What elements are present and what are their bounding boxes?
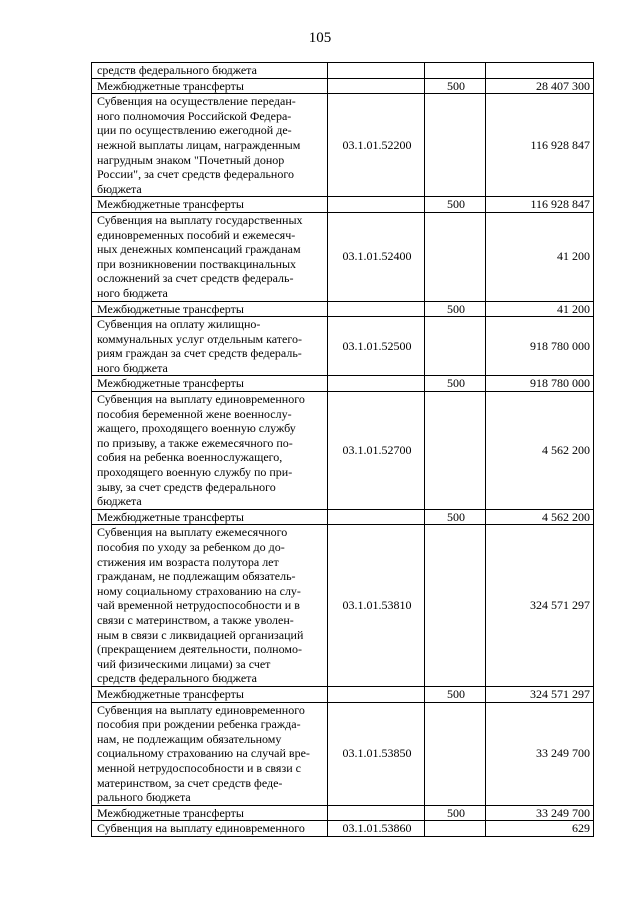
row-code-cell [328, 78, 425, 94]
row-name-line: бюджета [97, 181, 142, 196]
row-code-cell [328, 686, 425, 702]
row-name-line: России", за счет средств федерального [97, 167, 294, 182]
row-sum-cell: 28 407 300 [486, 78, 594, 94]
row-code-cell: 03.1.01.52200 [328, 94, 425, 197]
row-type-cell [425, 702, 486, 805]
row-name-line: менной нетрудоспособности и в связи с [97, 760, 301, 775]
row-name-line: осложнений за счет средств федераль- [97, 271, 294, 286]
row-name-cell [92, 805, 328, 821]
table-row [92, 94, 594, 197]
row-name-line: Межбюджетные трансферты [97, 376, 244, 391]
row-type-cell: 500 [425, 78, 486, 94]
row-type-cell [425, 392, 486, 510]
row-code-cell [328, 376, 425, 392]
row-code-cell [328, 509, 425, 525]
table-row [92, 702, 594, 805]
row-name-line: Межбюджетные трансферты [97, 197, 244, 212]
table-row [92, 376, 594, 392]
row-name-line: средств федерального бюджета [97, 671, 257, 686]
row-name-cell [92, 94, 328, 197]
row-name-cell [92, 197, 328, 213]
row-code-cell [328, 301, 425, 317]
row-name-line: Субвенция на выплату ежемесячного [97, 525, 288, 540]
table-row [92, 212, 594, 301]
row-name-line: Субвенция на выплату государственных [97, 212, 303, 227]
row-name-line: Межбюджетные трансферты [97, 686, 244, 701]
row-name-cell [92, 63, 328, 79]
row-sum-cell: 4 562 200 [486, 392, 594, 510]
row-name-line: материнством, за счет средств феде- [97, 775, 283, 790]
row-name-line: при возникновении поствакцинальных [97, 256, 297, 271]
row-sum-cell: 918 780 000 [486, 317, 594, 376]
row-code-cell: 03.1.01.53850 [328, 702, 425, 805]
row-sum-cell: 324 571 297 [486, 525, 594, 687]
row-name-line: Межбюджетные трансферты [97, 301, 244, 316]
row-name-line: ным в связи с ликвидацией организаций [97, 627, 304, 642]
table-row [92, 509, 594, 525]
row-name-line: ного бюджета [97, 360, 168, 375]
table-row [92, 317, 594, 376]
row-type-cell [425, 94, 486, 197]
row-name-cell [92, 509, 328, 525]
row-name-line: Межбюджетные трансферты [97, 78, 244, 93]
row-type-cell [425, 525, 486, 687]
row-name-line: гражданам, не подлежащим обязатель- [97, 569, 296, 584]
row-type-cell: 500 [425, 197, 486, 213]
row-name-cell [92, 686, 328, 702]
row-code-cell: 03.1.01.52500 [328, 317, 425, 376]
row-name-cell [92, 525, 328, 687]
page-number: 105 [308, 30, 332, 46]
row-name-line: проходящего военную службу по при- [97, 465, 293, 480]
row-name-line: стижения им возраста полутора лет [97, 554, 279, 569]
row-name-line: (прекращением деятельности, полномо- [97, 642, 302, 657]
table-row [92, 197, 594, 213]
row-name-line: коммунальных услуг отдельным катего- [97, 331, 302, 346]
row-name-line: рального бюджета [97, 790, 191, 805]
row-name-line: средств федерального бюджета [97, 63, 257, 77]
row-name-cell [92, 301, 328, 317]
table-row [92, 78, 594, 94]
row-code-cell: 03.1.01.53810 [328, 525, 425, 687]
table-row [92, 821, 594, 837]
row-name-cell [92, 376, 328, 392]
row-name-line: риям граждан за счет средств федераль- [97, 346, 302, 361]
row-sum-cell: 41 200 [486, 212, 594, 301]
row-sum-cell: 116 928 847 [486, 94, 594, 197]
row-name-line: социальному страхованию на случай вре- [97, 746, 310, 761]
row-name-line: пособия по уходу за ребенком до до- [97, 540, 285, 554]
row-sum-cell: 33 249 700 [486, 702, 594, 805]
row-name-cell [92, 392, 328, 510]
table-row [92, 525, 594, 687]
table-row [92, 392, 594, 510]
row-code-cell [328, 805, 425, 821]
table-row [92, 686, 594, 702]
budget-table [91, 62, 594, 837]
row-code-cell: 03.1.01.52400 [328, 212, 425, 301]
row-code-cell: 03.1.01.53860 [328, 821, 425, 837]
row-type-cell [425, 63, 486, 79]
row-sum-cell: 4 562 200 [486, 509, 594, 525]
row-name-line: ного бюджета [97, 285, 168, 300]
row-sum-cell: 324 571 297 [486, 686, 594, 702]
row-name-cell [92, 821, 328, 837]
row-name-line: Межбюджетные трансферты [97, 509, 244, 524]
row-name-cell [92, 702, 328, 805]
table-row [92, 301, 594, 317]
row-code-cell [328, 63, 425, 79]
row-sum-cell: 918 780 000 [486, 376, 594, 392]
row-name-line: Субвенция на выплату единовременного [97, 821, 305, 836]
table-row [92, 63, 594, 79]
row-name-line: жащего, проходящего военную службу [97, 421, 296, 436]
row-code-cell: 03.1.01.52700 [328, 392, 425, 510]
row-name-line: Субвенция на осуществление передан- [97, 94, 296, 109]
row-name-line: зыву, за счет средств федерального [97, 479, 276, 494]
row-name-line: бюджета [97, 494, 142, 509]
row-type-cell [425, 821, 486, 837]
row-name-line: нагрудным знаком "Почетный донор [97, 152, 285, 167]
row-name-line: Межбюджетные трансферты [97, 805, 244, 820]
row-sum-cell: 33 249 700 [486, 805, 594, 821]
table-row [92, 805, 594, 821]
row-name-line: Субвенция на выплату единовременного [97, 702, 305, 717]
row-type-cell: 500 [425, 509, 486, 525]
row-code-cell [328, 197, 425, 213]
row-type-cell: 500 [425, 686, 486, 702]
row-sum-cell [486, 63, 594, 79]
row-name-line: пособия при рождении ребенка гражда- [97, 717, 301, 732]
row-type-cell [425, 212, 486, 301]
row-name-line: по призыву, а также ежемесячного по- [97, 435, 293, 450]
row-name-line: ному социальному страхованию на слу- [97, 583, 301, 598]
row-sum-cell: 116 928 847 [486, 197, 594, 213]
row-name-line: Субвенция на выплату единовременного [97, 392, 305, 407]
row-type-cell [425, 317, 486, 376]
row-name-cell [92, 212, 328, 301]
row-name-line: связи с материнством, а также уволен- [97, 612, 294, 627]
row-sum-cell: 41 200 [486, 301, 594, 317]
row-type-cell: 500 [425, 301, 486, 317]
row-name-line: ции по осуществлению ежегодной де- [97, 123, 292, 138]
row-name-line: чий физическими лицами) за счет [97, 656, 271, 671]
row-type-cell: 500 [425, 805, 486, 821]
row-name-line: нам, не подлежащим обязательному [97, 731, 282, 746]
row-name-line: Субвенция на оплату жилищно- [97, 317, 261, 332]
row-name-line: чай временной нетрудоспособности и в [97, 598, 300, 613]
row-name-line: единовременных пособий и ежемесяч- [97, 227, 296, 242]
row-name-line: пособия беременной жене военнослу- [97, 406, 292, 421]
row-name-line: ного полномочия Российской Федера- [97, 108, 292, 123]
row-sum-cell: 629 [486, 821, 594, 837]
row-type-cell: 500 [425, 376, 486, 392]
row-name-line: собия на ребенка военнослужащего, [97, 450, 283, 465]
row-name-cell [92, 78, 328, 94]
row-name-cell [92, 317, 328, 376]
budget-table-body [92, 63, 594, 837]
row-name-line: ных денежных компенсаций гражданам [97, 242, 301, 257]
row-name-line: нежной выплаты лицам, награжденным [97, 137, 301, 152]
